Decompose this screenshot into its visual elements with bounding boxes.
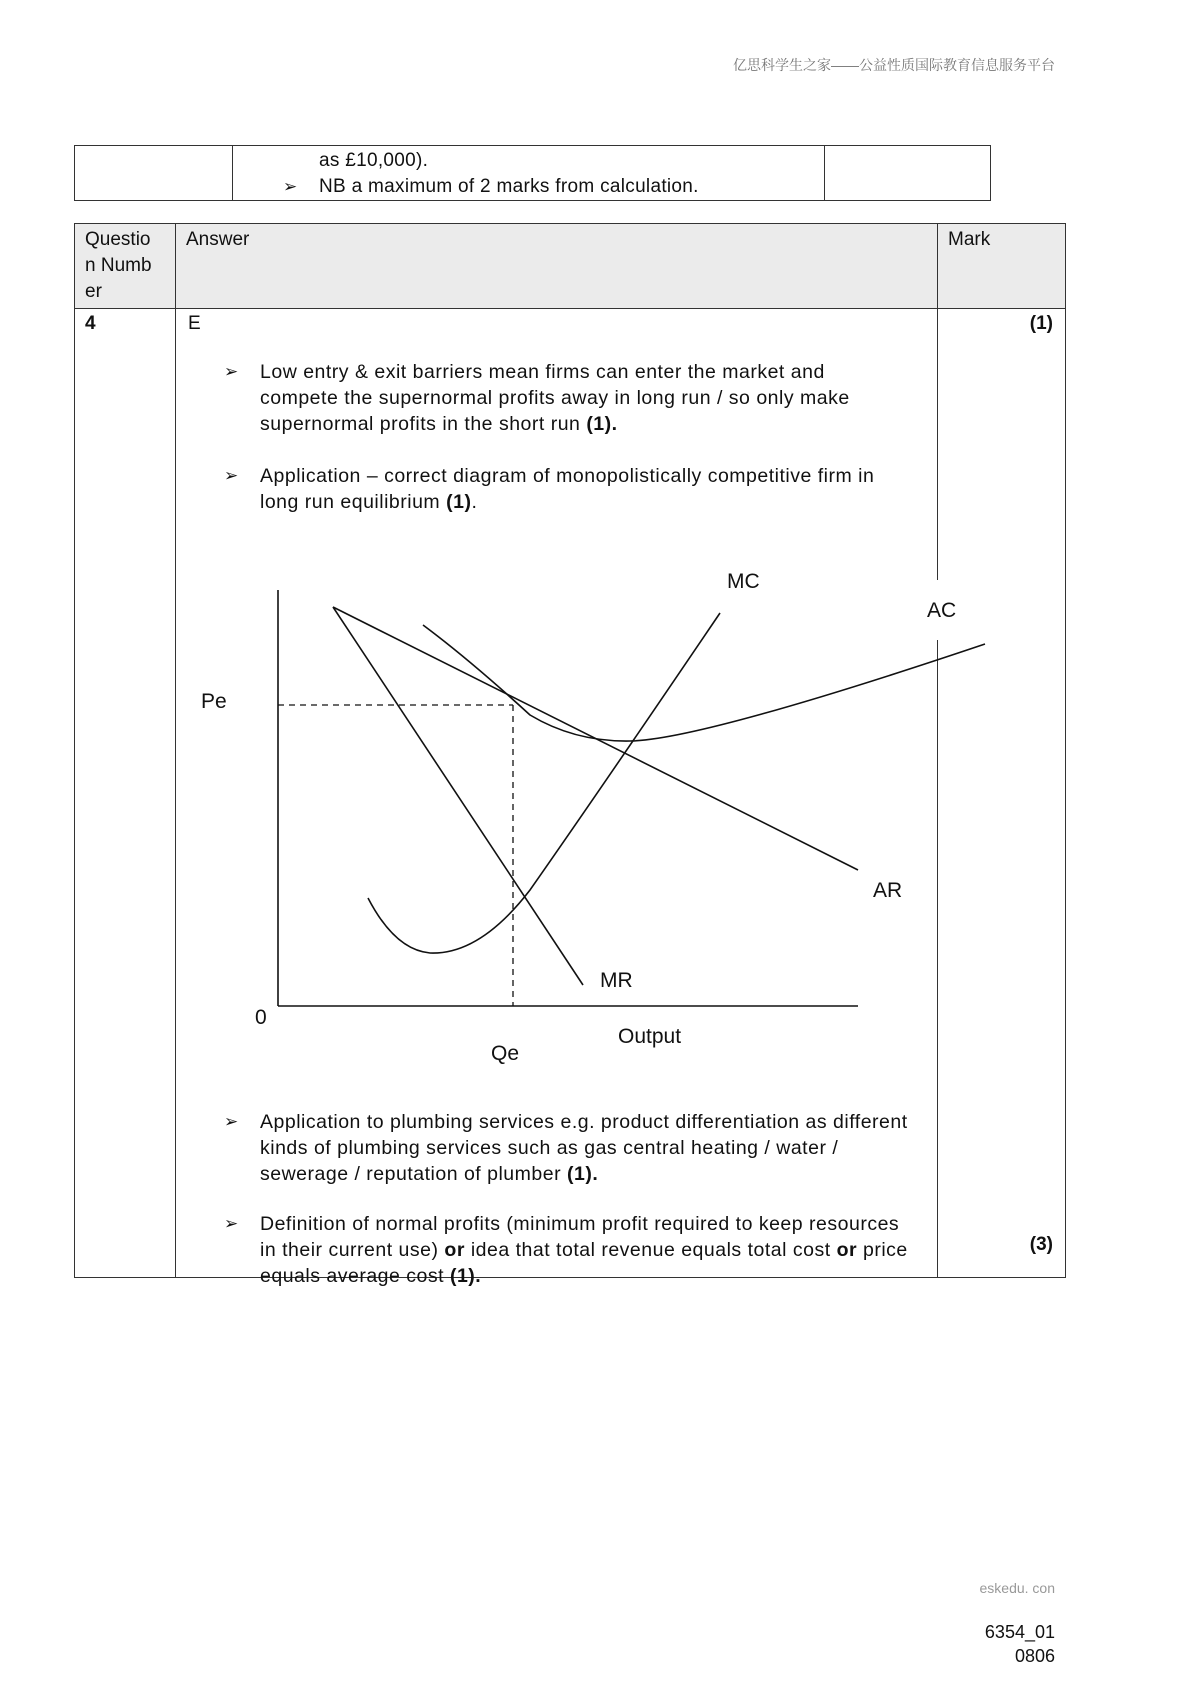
question-number: 4 <box>75 309 176 1278</box>
mc-curve <box>368 613 720 953</box>
top-line-1: as £10,000). <box>319 150 429 171</box>
header-note: 亿思科学生之家——公益性质国际教育信息服务平台 <box>733 57 1055 73</box>
ar-label: AR <box>873 879 903 902</box>
pe-label: Pe <box>201 690 227 713</box>
footer-code-line2: 0806 <box>1014 1646 1055 1666</box>
footer-site: eskedu. con <box>979 1580 1055 1596</box>
footer-code-line1: 6354_01 <box>984 1622 1055 1642</box>
bullet-4-part3: price equals average cost <box>260 1239 908 1287</box>
bullet-arrow-icon: ➢ <box>224 466 239 485</box>
bullet-1-mark: (1). <box>586 413 618 435</box>
footer-code <box>900 1620 1055 1668</box>
bullet-4-or1: or <box>444 1239 465 1261</box>
bullet-3-text: Application to plumbing services e.g. product differentiation as different kinds of plumbing services such as gas central heating / water / sewerage / reputation of plumber <box>260 1111 908 1185</box>
bullet-3-mark: (1). <box>567 1163 599 1185</box>
top-line-2: NB a maximum of 2 marks from calculation. <box>319 176 699 197</box>
bullet-2-text: Application – correct diagram of monopolistically competitive firm in long run equilibrium <box>260 465 875 513</box>
mark-1: (1) <box>1029 313 1053 334</box>
header-question-number-text: Question Number <box>85 229 152 302</box>
bullet-4-part1: Definition of normal profits (minimum profit required to keep resources in their current use) <box>260 1213 900 1261</box>
header-answer: Answer <box>176 224 938 309</box>
bullet-arrow-icon: ➢ <box>283 177 298 196</box>
bullet-arrow-icon: ➢ <box>224 1112 239 1131</box>
bullet-4-part2: idea that total revenue equals total cost <box>464 1239 837 1261</box>
bullet-arrow-icon: ➢ <box>224 1214 239 1233</box>
mc-label: MC <box>727 570 760 593</box>
x-axis-label: Output <box>618 1025 682 1048</box>
bullet-4-or2: or <box>836 1239 858 1261</box>
mr-label: MR <box>600 969 633 992</box>
ac-label: AC <box>927 599 957 622</box>
answer-letter: E <box>188 313 201 334</box>
ac-curve <box>423 625 985 741</box>
bullet-arrow-icon: ➢ <box>224 362 239 381</box>
qe-label: Qe <box>491 1042 520 1065</box>
mr-curve <box>333 607 583 985</box>
bullet-2-mark: (1) <box>446 491 472 513</box>
origin-label: 0 <box>255 1006 267 1029</box>
bullet-2-after: . <box>471 491 478 513</box>
header-mark: Mark <box>938 224 1066 309</box>
mark-3: (3) <box>1029 1234 1053 1255</box>
bullet-1-text: Low entry & exit barriers mean firms can enter the market and compete the supernormal profits away in long run / so only make supernormal profits in the short run <box>260 361 850 435</box>
bullet-4-mark: (1). <box>449 1265 482 1287</box>
